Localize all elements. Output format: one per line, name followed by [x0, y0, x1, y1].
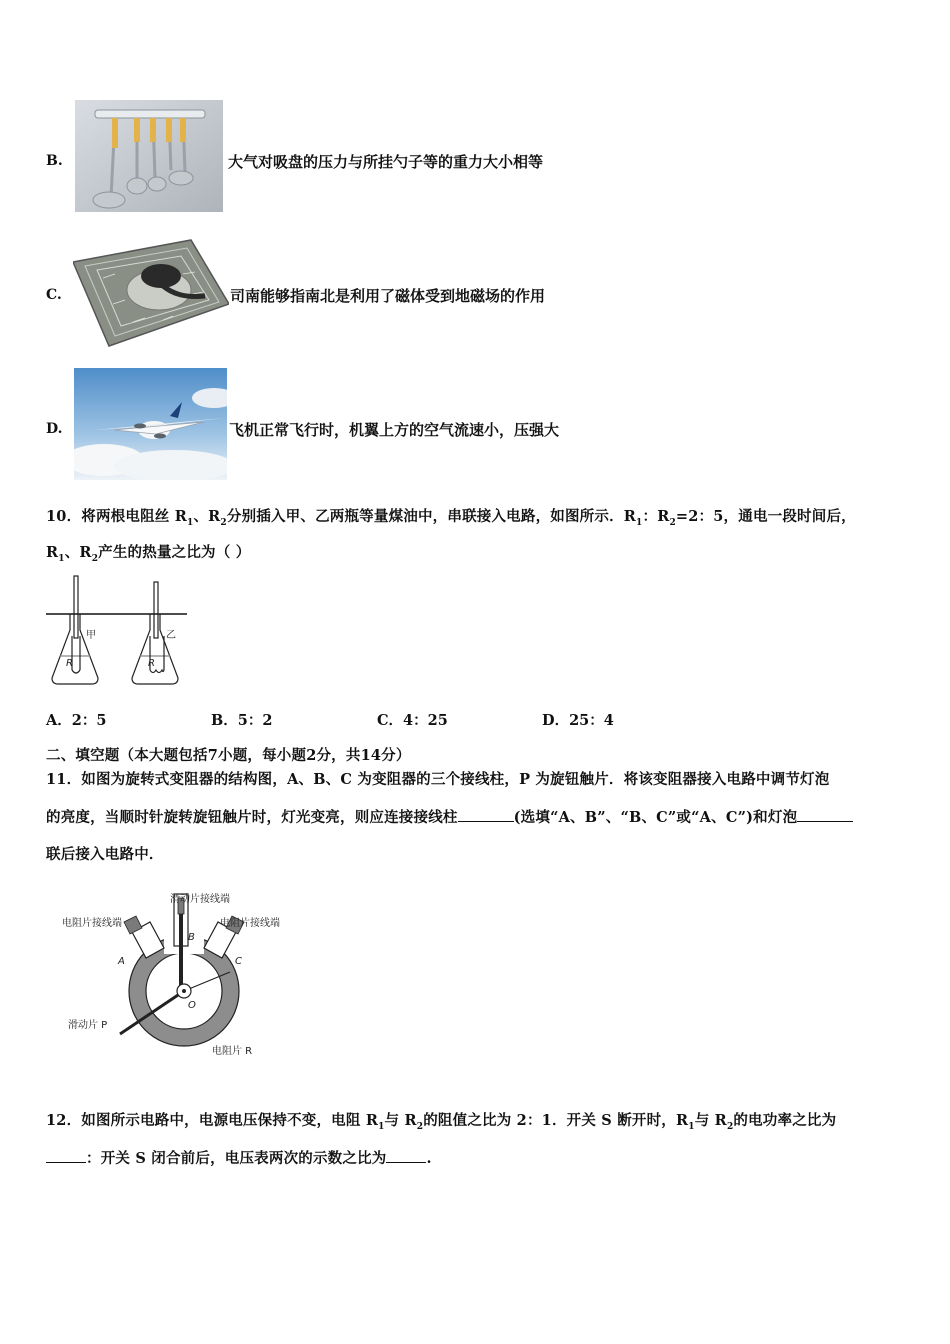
q11-stem-line3: 联后接入电路中．: [46, 846, 164, 863]
q10-stem-line2: $R_1$、$R_2$产生的热量之比为（ ）: [46, 544, 251, 564]
terminal-c-label: C: [235, 956, 242, 967]
r2-label: R: [148, 658, 155, 669]
option-d-text: 飞机正常飞行时，机翼上方的空气流速小，压强大: [229, 421, 560, 439]
q10-option-d[interactable]: D．25：4: [542, 712, 614, 729]
kerosene-flasks-diagram: [44, 574, 189, 692]
q10-option-a[interactable]: A．2：5: [46, 712, 107, 729]
q11-stem-line2: 的亮度，当顺时针旋转旋钮触片时，灯光变亮，则应连接接线柱 (选填“A、B”、“B、C”或“A、C”)和灯泡: [46, 806, 853, 827]
airplane-photo: [74, 368, 227, 480]
center-o-label: O: [188, 1000, 196, 1011]
flask-yi-label: 乙: [166, 630, 176, 641]
q10-option-c[interactable]: C．4：25: [377, 712, 448, 729]
option-c-text: 司南能够指南北是利用了磁体受到地磁场的作用: [230, 287, 546, 305]
option-b-letter: B.: [46, 153, 63, 169]
q12-blank-1[interactable]: [46, 1161, 86, 1163]
q10-option-b[interactable]: B．5：2: [211, 712, 273, 729]
option-c-letter: C.: [46, 287, 62, 303]
utensil-rack-photo: [75, 100, 223, 212]
q12-stem-line2: ：开关 S 闭合前后，电压表两次的示数之比为 .: [46, 1147, 432, 1168]
q12-stem-line1: 12．如图所示电路中，电源电压保持不变，电阻 $R_1$与 $R_2$的阻值之比为 2：1．开关 S 断开时，$R_1$与 $R_2$的电功率之比为: [46, 1112, 837, 1132]
rotary-rheostat-diagram: [60, 884, 300, 1064]
q11-blank-2[interactable]: [797, 820, 853, 822]
section-heading: 二、填空题（本大题包括7小题，每小题2分，共14分）: [46, 747, 411, 764]
resistor-r-label: 电阻片 R: [212, 1046, 253, 1057]
terminal-a-label: A: [118, 956, 125, 967]
slider-terminal-label: 滑动片接线端: [170, 894, 230, 905]
q10-stem-line1: 10．将两根电阻丝 $R_1$、$R_2$分别插入甲、乙两瓶等量煤油中，串联接入电路，如图所示．$R_1$：$R_2=2$：5，通电一段时间后，: [46, 508, 856, 528]
res-terminal-right-label: 电阻片接线端: [220, 918, 280, 929]
r1-label: R: [66, 658, 73, 669]
sinan-compass-photo: [73, 234, 229, 350]
flask-jia-label: 甲: [86, 630, 96, 641]
q12-blank-2[interactable]: [386, 1161, 426, 1163]
res-terminal-left-label: 电阻片接线端: [62, 918, 122, 929]
option-b-text: 大气对吸盘的压力与所挂勺子等的重力大小相等: [228, 153, 544, 171]
q11-stem-line1: 11．如图为旋转式变阻器的结构图，A、B、C 为变阻器的三个接线柱，P 为旋钮触片．将该变阻器接入电路中调节灯泡: [46, 771, 830, 788]
slider-p-label: 滑动片 P: [68, 1020, 108, 1031]
q11-blank-1[interactable]: [458, 820, 514, 822]
option-d-letter: D.: [46, 421, 63, 437]
terminal-b-label: B: [188, 932, 195, 943]
